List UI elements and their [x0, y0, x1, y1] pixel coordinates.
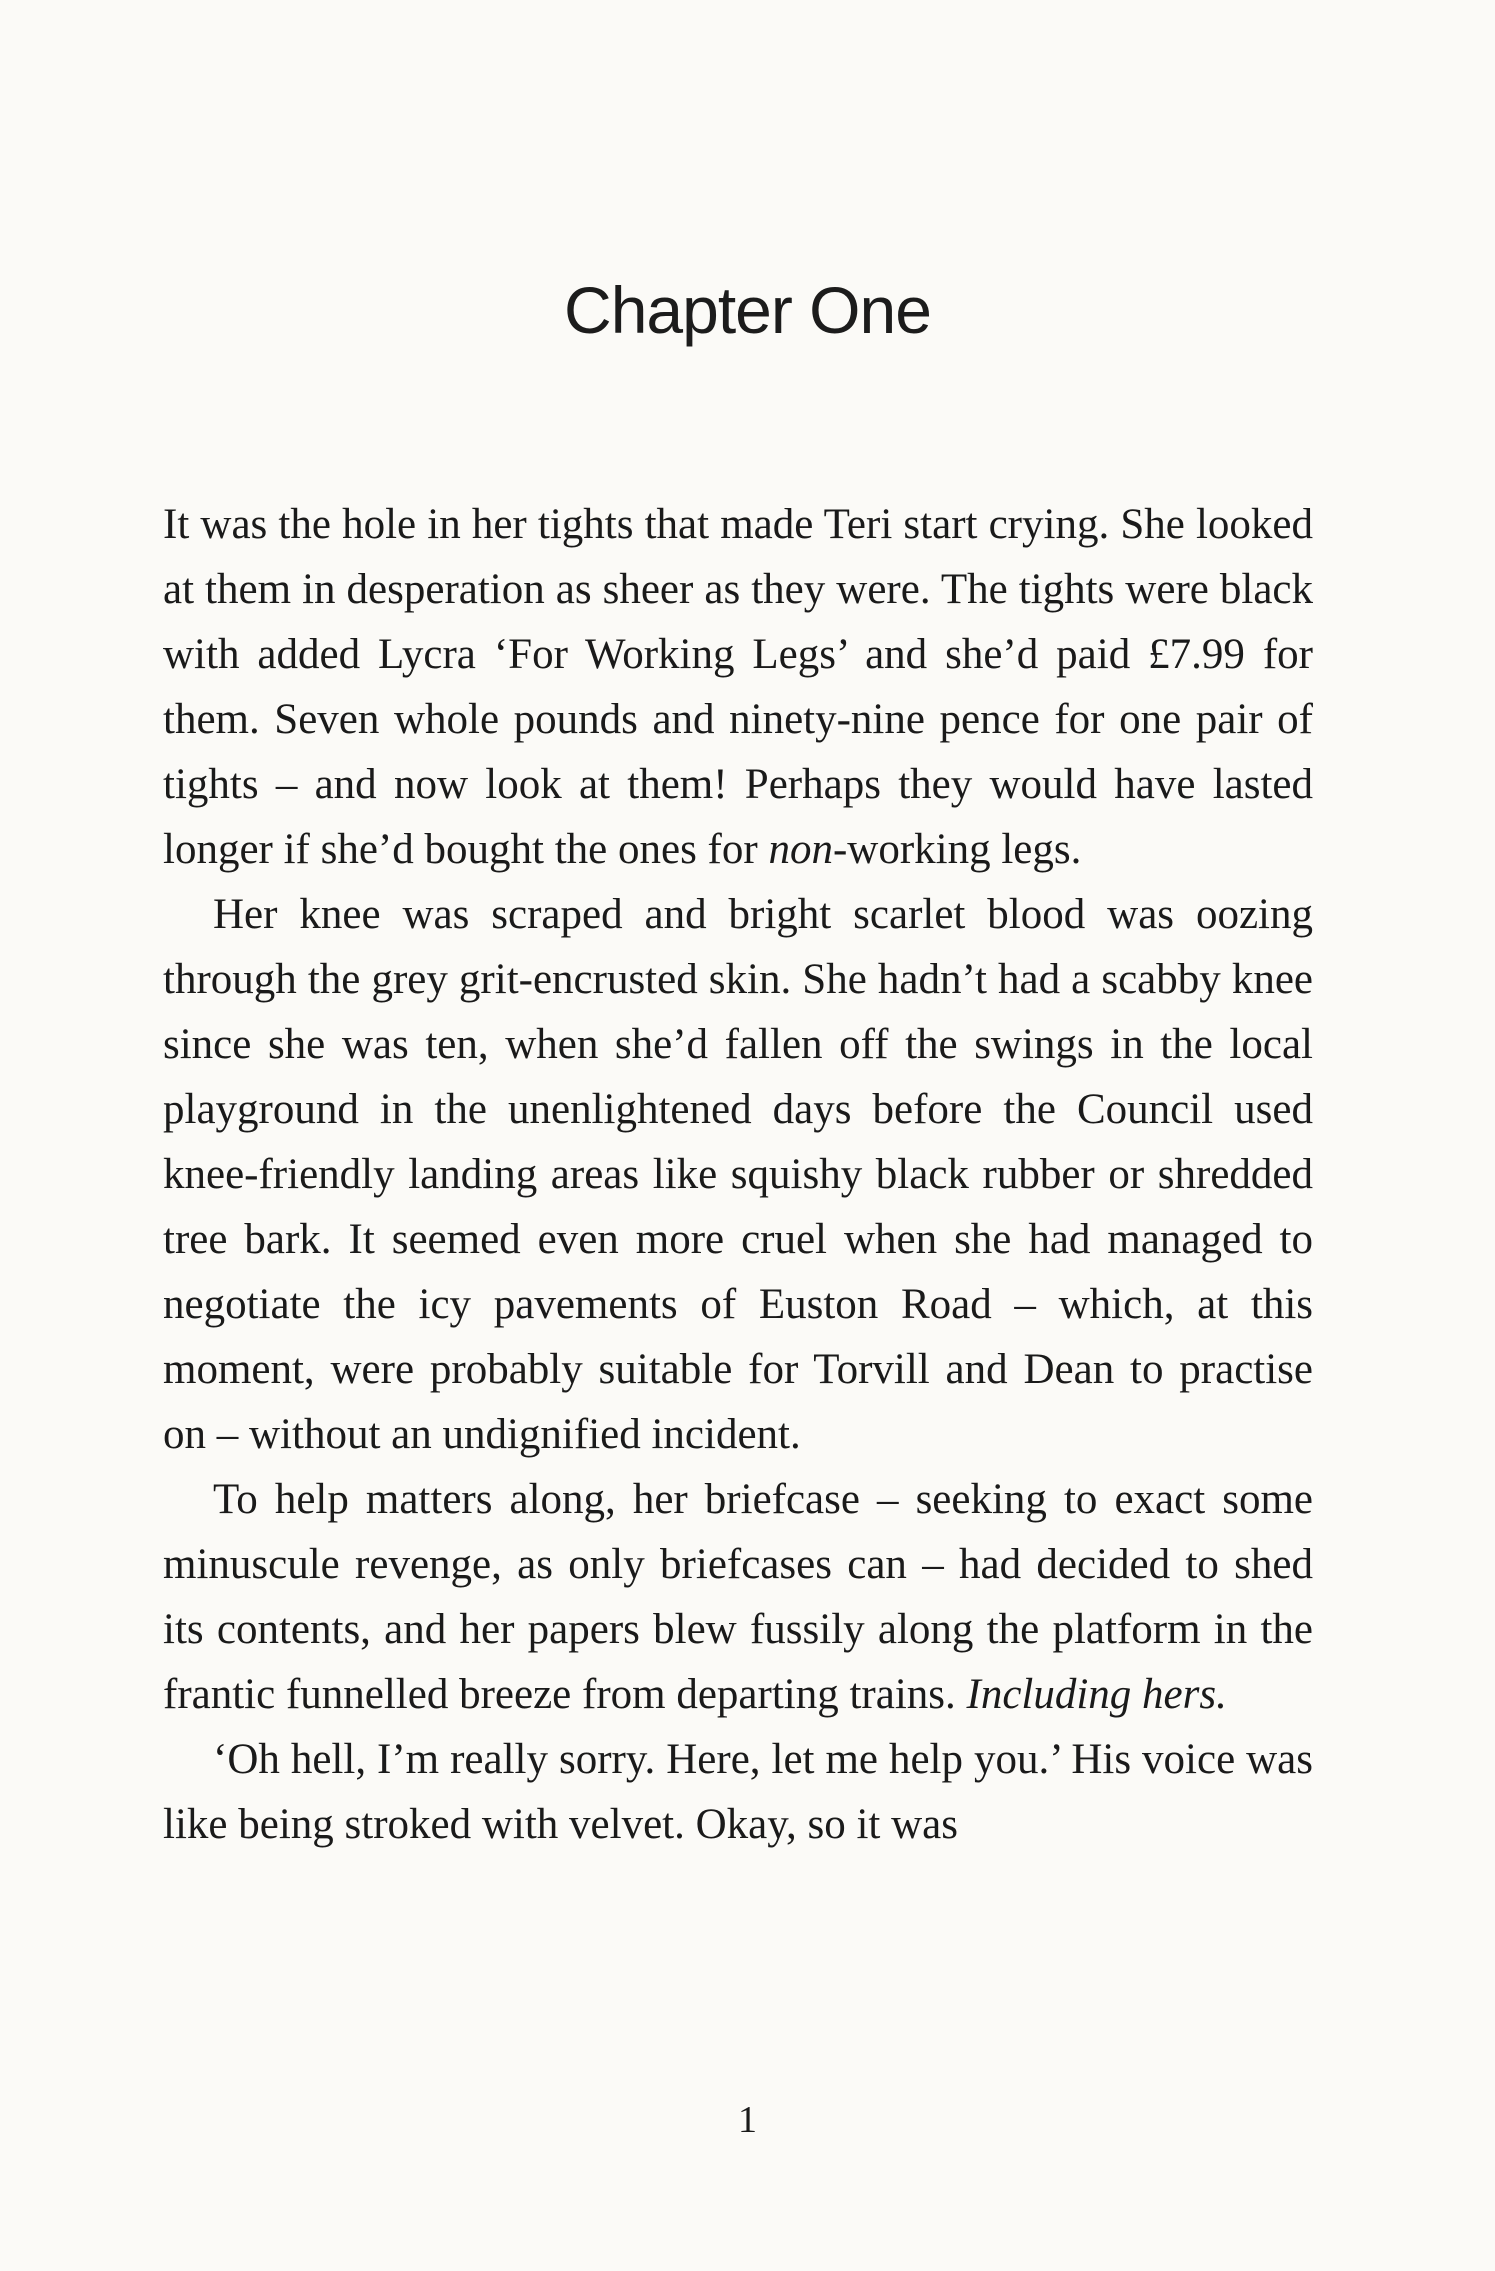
paragraph [163, 492, 1313, 882]
text-run: ‘Oh hell, I’m really sorry. Here, let me help you.’ His voice was like being stroked with velvet. Okay, so it was [163, 1736, 1313, 1848]
paragraph [163, 882, 1313, 1467]
text-run: It was the hole in her tights that made Teri start crying. She looked at them in desperation as sheer as they were. The tights were black with added Lycra ‘For Working Legs’ and she’d paid £7.99 for them. Seven whole pounds and ninety-nine pence for one pair of tights – and now look at them! Perhaps they would have lasted longer if she’d bought the ones for [163, 501, 1313, 873]
chapter-title: Chapter One [564, 273, 931, 347]
paragraph [163, 1467, 1313, 1727]
italic-text: non [768, 826, 833, 873]
chapter-body [163, 492, 1313, 1857]
text-run: Her knee was scraped and bright scarlet blood was oozing through the grey grit-encrusted skin. She hadn’t had a scabby knee since she was ten, when she’d fallen off the swings in the local playground in the unenlightened days before the Council used knee-friendly landing areas like squishy black rubber or shredded tree bark. It seemed even more cruel when she had managed to negotiate the icy pavements of Euston Road – which, at this moment, were probably suitable for Torvill and Dean to practise on – without an undignified incident. [163, 891, 1313, 1458]
paragraph [163, 1727, 1313, 1857]
italic-text: Including hers. [966, 1671, 1227, 1718]
text-run: -working legs. [832, 826, 1082, 873]
text-run: To help matters along, her briefcase – seeking to exact some minuscule revenge, as only briefcases can – had decided to shed its contents, and her papers blew fussily along the platform in the frantic funnelled breeze from departing trains. [163, 1476, 1313, 1718]
page-number: 1 [738, 2099, 757, 2141]
